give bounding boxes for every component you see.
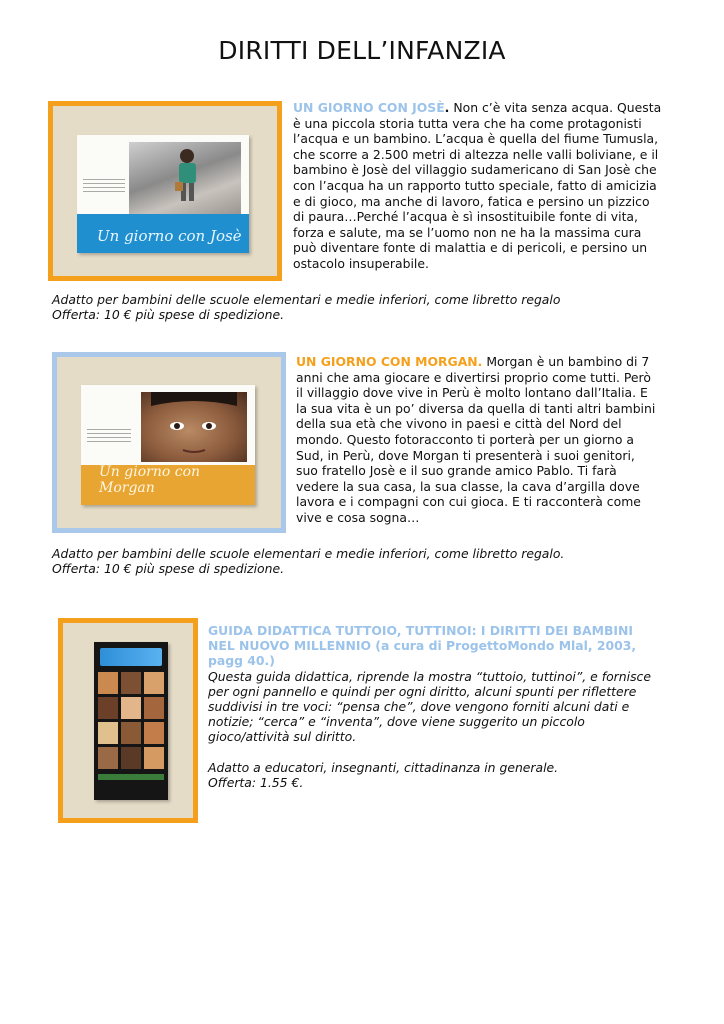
item3-heading: GUIDA DIDATTICA TUTTOIO, TUTTINOI: I DIRITTI DEI BAMBINI NEL NUOVO MILLENNIO (a cura di ProgettoMondo Mlal, 2003, pagg 40.) [208, 623, 637, 669]
book-cover-morgan [81, 385, 255, 505]
item3-description [208, 623, 660, 790]
cover-small-text [83, 179, 125, 193]
guide-cover-logo-icon [100, 648, 162, 666]
item2-body: Morgan è un bambino di 7 anni che ama giocare e divertirsi proprio come tutti. Però il villaggio dove vive in Perù è molto lontano dall’Italia. E la sua vita è un po’ diversa da quella di tanti altri bambini della sua età che vivono in paesi e città del Nord del mondo. Questo fotoracconto ti porterà per un giorno a Sud, in Perù, dove Morgan ti presenterà i suoi genitori, suo fratello Josè e il suo grande amico Pablo. Ti farà vedere la sua casa, la sua classe, la cava d’argilla dove lavora e i compagni con cui gioca. E ti racconterà come vive e cosa sogna… [296, 354, 656, 525]
cover-title-jose: Un giorno con Josè [97, 227, 242, 245]
item3-body: Questa guida didattica, riprende la mostra “tuttoio, tuttinoi”, e fornisce per ogni pannello e quindi per ogni diritto, alcuni spunti per riflettere suddivisi in tre voci: “pensa che”, dove vengono forniti alcuni dati e notizie; “cerca” e “inventa”, dove viene suggerito un piccolo gioco/attività sul diritto. [208, 668, 651, 745]
cover-photo-child-icon [129, 142, 241, 214]
book-photo-jose [48, 101, 282, 281]
item1-heading: UN GIORNO CON JOSÈ [293, 100, 445, 115]
item2-note [52, 546, 692, 576]
guide-cover [94, 642, 168, 800]
item2-note-audience: Adatto per bambini delle scuole elementari e medie inferiori, come libretto regalo. [52, 546, 565, 561]
cover-title-morgan: Un giorno con Morgan [99, 464, 201, 496]
item2-heading: UN GIORNO CON MORGAN. [296, 354, 483, 369]
item1-note-audience: Adatto per bambini delle scuole elementari e medie inferiori, come libretto regalo [52, 292, 561, 307]
guide-cover-photos-icon [94, 670, 168, 790]
cover-photo-face-icon [141, 392, 247, 462]
guide-photo [58, 618, 198, 823]
item2-description [296, 354, 660, 526]
item3-audience: Adatto a educatori, insegnanti, cittadinanza in generale. [208, 759, 559, 775]
cover-small-text [87, 429, 131, 443]
item1-description: UN GIORNO CON JOSÈ. Non c’è vita senza acqua. Questa è una piccola storia tutta vera che ha come protagonisti l’acqua e un bambino. L’acqua è quella del fiume Tumusla, che scorre a 2.500 metri di altezza nelle valli boliviane, e il bambino è Josè del villaggio sudamericano di San Josè che con l’acqua ha un rapporto tutto speciale, fatto di amicizia e di gioco, ma anche di lavoro, fatica e persino un pizzico di paura…Perché l’acqua è sì insostituibile fonte di vita, forza e salute, ma se l’uomo non ne ha la massima cura può diventare fonte di malattia e di pericoli, e persino un ostacolo insuperabile. [293, 100, 662, 271]
page-title: DIRITTI DELL’INFANZIA [218, 36, 506, 65]
item1-note [52, 292, 692, 322]
item1-note-offer: Offerta: 10 € più spese di spedizione. [52, 307, 285, 322]
book-cover-jose [77, 135, 249, 253]
item2-note-offer: Offerta: 10 € più spese di spedizione. [52, 561, 285, 576]
item1-body: Non c’è vita senza acqua. Questa è una piccola storia tutta vera che ha come protagonisti l’acqua e un bambino. L’acqua è quella del fiume Tumusla, che scorre a 2.500 metri di altezza nelle valli boliviane, e il bambino è Josè del villaggio sudamericano di San Josè che con l’acqua ha un rapporto tutto speciale, fatto di amicizia e di gioco, ma anche di lavoro, fatica e persino un pizzico di paura…Perché l’acqua è sì insostituibile fonte di vita, forza e salute, ma se l’uomo non ne ha la massima cura può diventare fonte di malattia e di pericoli, e persino un ostacolo insuperabile. [293, 100, 662, 271]
book-photo-morgan [52, 352, 286, 533]
item3-offer: Offerta: 1.55 €. [208, 774, 304, 790]
